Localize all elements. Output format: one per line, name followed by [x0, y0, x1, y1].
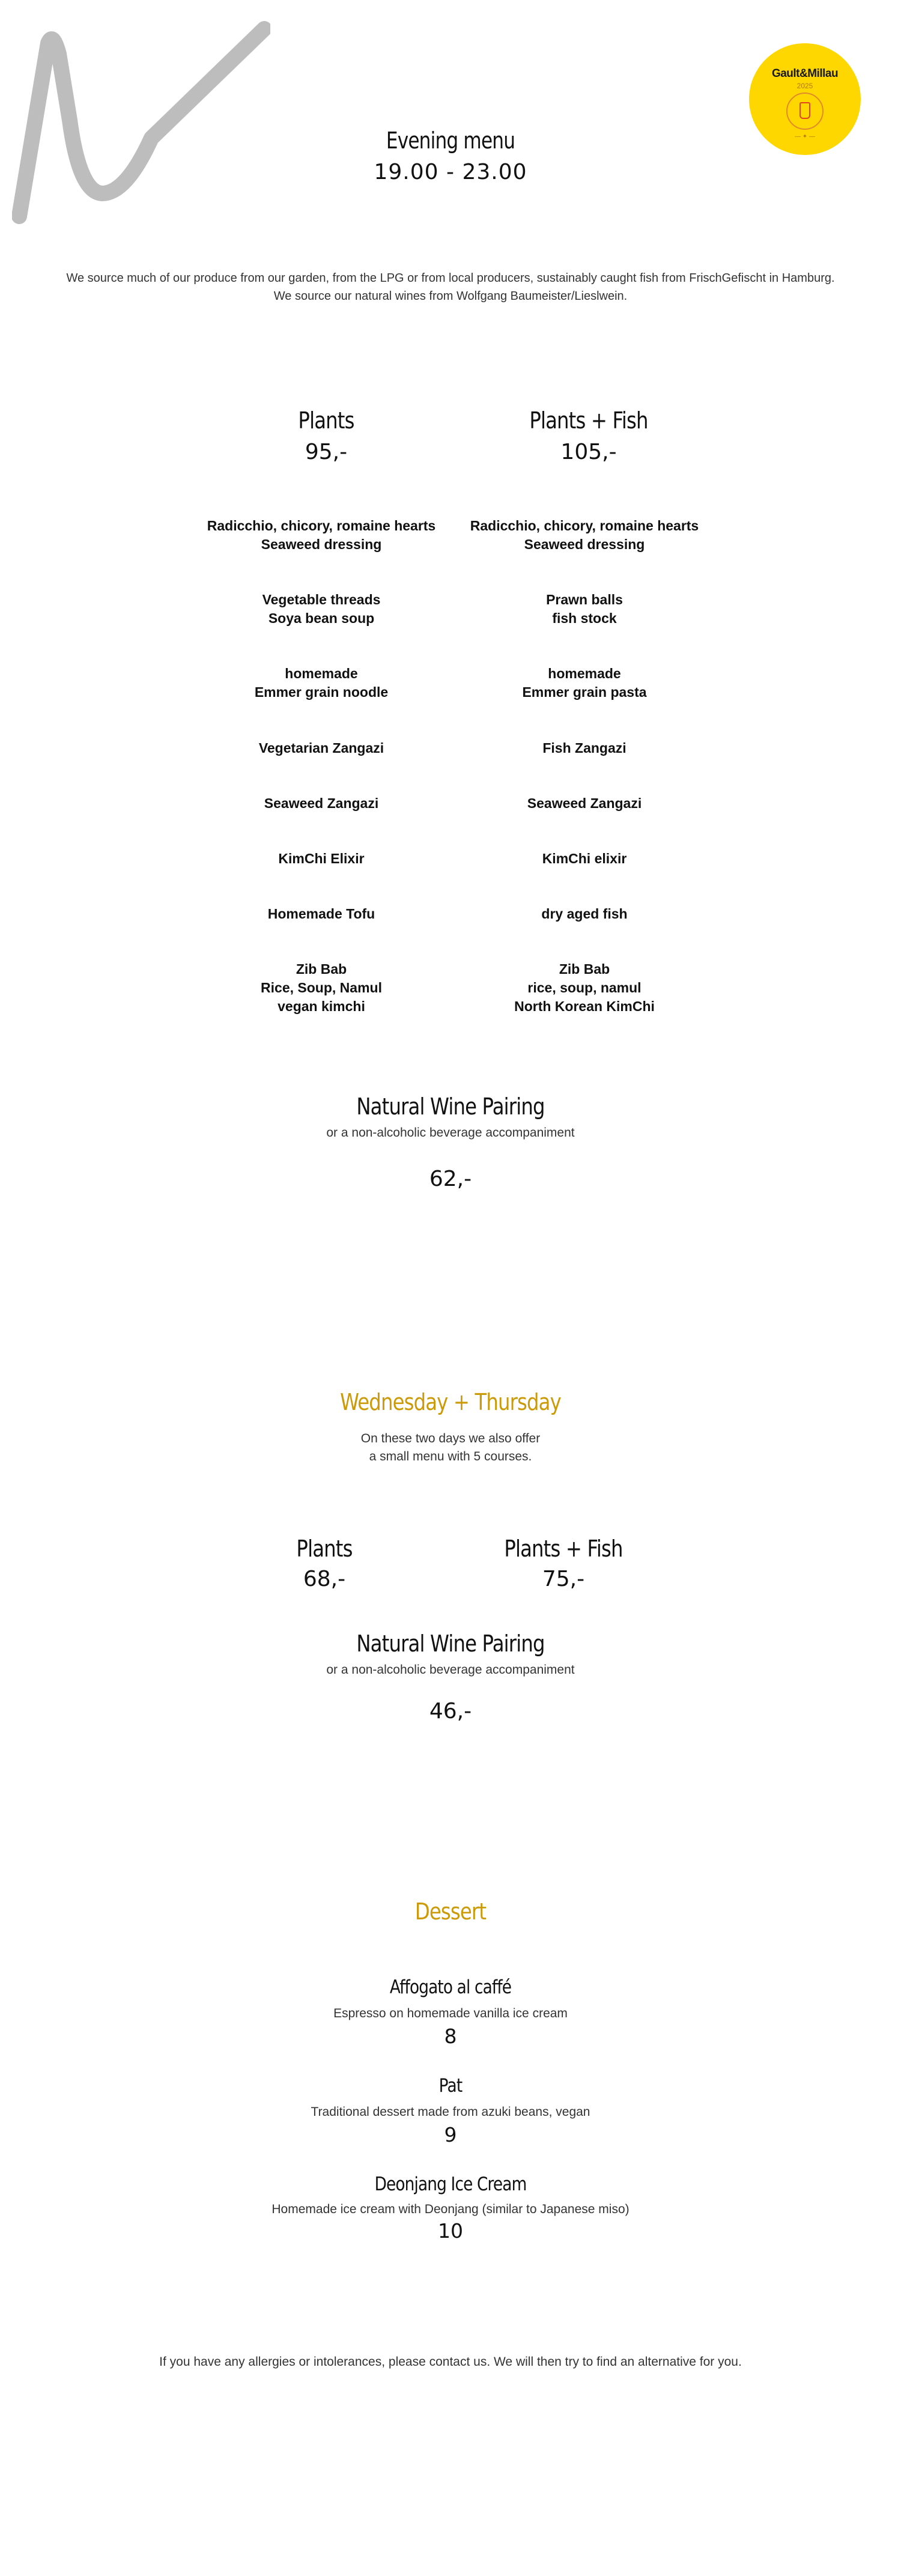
course-line: vegan kimchi: [278, 998, 365, 1014]
midweek-fish-price: 75,-: [542, 1567, 585, 1591]
course-item: [452, 591, 717, 628]
fish-menu-price: 105,-: [560, 440, 617, 464]
course-item: [189, 591, 454, 628]
dessert-title: Dessert: [414, 1898, 487, 1925]
midweek-pairing-price: 46,-: [429, 1699, 472, 1724]
course-line: homemade: [548, 666, 621, 681]
course-item: [189, 905, 454, 923]
badge-footer: — ✦ —: [795, 133, 815, 140]
course-line: Emmer grain noodle: [254, 684, 389, 700]
midweek-pairing-title: Natural Wine Pairing: [356, 1630, 545, 1657]
restaurant-logo[interactable]: [12, 18, 270, 234]
course-item: [452, 664, 717, 702]
dessert-item-desc: Homemade ice cream with Deonjang (similar to Japanese miso): [272, 2202, 629, 2216]
course-item: [452, 517, 717, 554]
course-line: Vegetarian Zangazi: [258, 740, 384, 756]
course-item: [189, 664, 454, 702]
course-line: dry aged fish: [541, 906, 628, 922]
course-line: Radicchio, chicory, romaine hearts: [207, 518, 436, 533]
course-line: North Korean KimChi: [514, 998, 655, 1014]
course-line: fish stock: [552, 610, 617, 626]
course-item: [452, 960, 717, 1016]
page-title: Evening menu: [386, 127, 515, 154]
midweek-line-2: a small menu with 5 courses.: [369, 1450, 532, 1463]
course-line: Soya bean soup: [268, 610, 375, 626]
course-item: [189, 794, 454, 813]
fish-menu-title: Plants + Fish: [529, 407, 648, 434]
course-line: KimChi elixir: [542, 851, 627, 866]
course-line: Prawn balls: [546, 592, 623, 607]
course-line: Seaweed dressing: [524, 536, 645, 552]
dessert-item-name: Pat: [438, 2075, 463, 2097]
dessert-item-name: Deonjang Ice Cream: [374, 2174, 527, 2195]
allergy-note: If you have any allergies or intolerances, please contact us. We will then try to find an alternative for you.: [159, 2355, 742, 2369]
course-line: Seaweed dressing: [261, 536, 382, 552]
course-line: Fish Zangazi: [542, 740, 626, 756]
dessert-item-price: 10: [438, 2219, 463, 2243]
midweek-plants-price: 68,-: [303, 1567, 346, 1591]
wine-pairing-title: Natural Wine Pairing: [356, 1093, 545, 1120]
plants-menu-price: 95,-: [305, 440, 348, 464]
course-item: [452, 794, 717, 813]
course-line: rice, soup, namul: [527, 980, 642, 995]
midweek-plants-title: Plants: [296, 1536, 353, 1562]
course-line: Radicchio, chicory, romaine hearts: [470, 518, 699, 533]
glass-icon: [799, 102, 810, 119]
opening-hours: 19.00 - 23.00: [374, 160, 527, 184]
course-line: Vegetable threads: [262, 592, 381, 607]
dessert-item-desc: Espresso on homemade vanilla ice cream: [333, 2006, 568, 2020]
wine-pairing-price: 62,-: [429, 1167, 472, 1191]
dessert-item-price: 9: [444, 2123, 457, 2146]
dessert-item-desc: Traditional dessert made from azuki beans, vegan: [311, 2105, 590, 2119]
dessert-item-price: 8: [444, 2025, 457, 2048]
course-item: [452, 849, 717, 868]
course-item: [452, 905, 717, 923]
course-line: Rice, Soup, Namul: [261, 980, 382, 995]
badge-subtitle: 2025: [796, 82, 813, 90]
badge-title: Gault&Millau: [771, 67, 839, 80]
course-line: Zib Bab: [559, 961, 610, 977]
intro-text: We source much of our produce from our garden, from the LPG or from local producers, sustainably caught fish from FrischGefischt in Hamburg. We source our natural wines from Wolfgang Baumeister/Lieslwein.: [66, 272, 835, 303]
course-line: Zib Bab: [296, 961, 347, 977]
dessert-item-name: Affogato al caffé: [389, 1976, 512, 1998]
course-item: [189, 517, 454, 554]
course-line: Seaweed Zangazi: [527, 795, 642, 811]
midweek-fish-title: Plants + Fish: [504, 1536, 623, 1562]
wine-pairing-subtitle: or a non-alcoholic beverage accompaniment: [326, 1126, 575, 1140]
course-item: [189, 849, 454, 868]
plants-menu-title: Plants: [298, 407, 354, 434]
midweek-pairing-subtitle: or a non-alcoholic beverage accompaniment: [326, 1663, 575, 1677]
course-line: Emmer grain pasta: [522, 684, 647, 700]
midweek-title: Wednesday + Thursday: [340, 1389, 561, 1415]
midweek-line-1: On these two days we also offer: [360, 1432, 541, 1445]
course-line: homemade: [285, 666, 358, 681]
course-line: KimChi Elixir: [278, 851, 365, 866]
course-item: [189, 739, 454, 758]
course-item: [452, 739, 717, 758]
course-line: Seaweed Zangazi: [264, 795, 379, 811]
course-line: Homemade Tofu: [267, 906, 375, 922]
course-item: [189, 960, 454, 1016]
